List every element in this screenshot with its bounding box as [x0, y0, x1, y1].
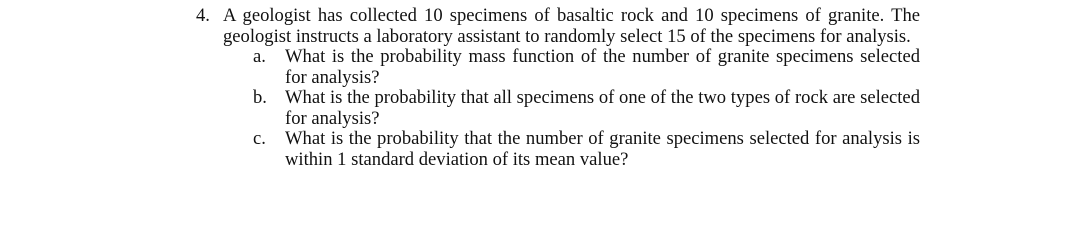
part-a [253, 47, 920, 88]
part-letter: b. [253, 87, 267, 108]
problem-block [196, 6, 920, 170]
problem-header [196, 6, 920, 47]
part-letter: c. [253, 128, 266, 149]
problem-number: 4. [196, 5, 210, 26]
problem-stem: A geologist has collected 10 specimens of basaltic rock and 10 specimens of granite. The geologist instructs a laboratory assistant to randomly select 15 of the specimens for analysis. [223, 5, 920, 47]
part-b [253, 88, 920, 129]
part-text: What is the probability that all specimens of one of the two types of rock are selected for analysis? [285, 87, 920, 129]
part-text: What is the probability that the number of granite specimens selected for analysis is within 1 standard deviation of its mean value? [285, 128, 920, 170]
part-c [253, 129, 920, 170]
part-letter: a. [253, 46, 266, 67]
part-text: What is the probability mass function of the number of granite specimens selected for analysis? [285, 46, 920, 88]
problem-parts-list [196, 47, 920, 170]
